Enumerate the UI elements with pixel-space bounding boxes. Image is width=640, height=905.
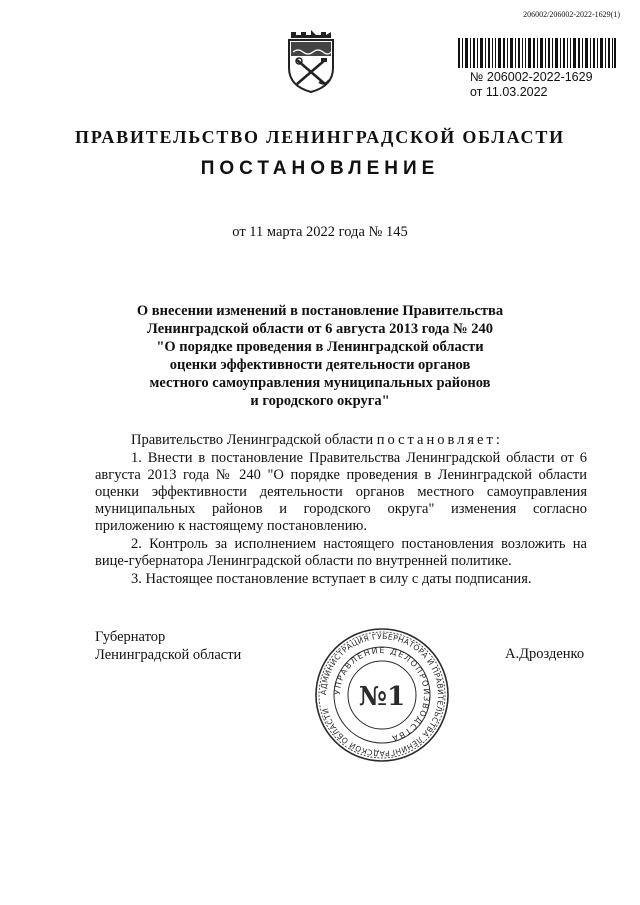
subject-line: местного самоуправления муниципальных районов — [149, 375, 491, 391]
subject-line: "О порядке проведения в Ленинградской области — [156, 339, 484, 355]
document-type-title: ПОСТАНОВЛЕНИЕ — [200, 158, 440, 179]
document-body — [95, 432, 587, 589]
subject-line: О внесении изменений в постановление Правительства — [136, 303, 504, 319]
official-seal-stamp — [312, 625, 452, 765]
signatory-role-line: Губернатор — [95, 629, 166, 645]
body-item-2: 2. Контроль за исполнением настоящего постановления возложить на вице-губернатора Ленинградской области по внутренней политике. — [95, 536, 587, 569]
subject-line: Ленинградской области от 6 августа 2013 года № 240 — [147, 321, 493, 337]
coat-of-arms-icon — [285, 28, 337, 94]
registration-number: № 206002-2022-1629 — [470, 70, 593, 84]
document-date-number: от 11 марта 2022 года № 145 — [232, 224, 408, 240]
body-item-3: 3. Настоящее постановление вступает в силу с даты подписания. — [131, 571, 532, 587]
seal-center-number: №1 — [358, 682, 406, 712]
barcode — [458, 38, 616, 68]
seal-inner-text: УПРАВЛЕНИЕ ДЕЛОПРОИЗВОДСТВА — [332, 645, 432, 744]
seal-outer-text: АДМИНИСТРАЦИЯ ГУБЕРНАТОРА И ПРАВИТЕЛЬСТВА ЛЕНИНГРАДСКОЙ ОБЛАСТИ — [318, 631, 446, 759]
government-name: ПРАВИТЕЛЬСТВО ЛЕНИНГРАДСКОЙ ОБЛАСТИ — [75, 127, 565, 147]
body-item-1: 1. Внести в постановление Правительства Ленинградской области от 6 августа 2013 года № 240 "О порядке проведения в Ленинградской области оценки эффективности деятельности органов местного самоуправления муниципальных районов и городского округа" изменения согласно приложению к настоящему постановлению. — [95, 450, 587, 534]
signatory-role — [95, 628, 241, 664]
intro-decree-word: постановляет: — [376, 432, 503, 448]
subject-line: и городского округа" — [250, 393, 390, 409]
intro-prefix: Правительство Ленинградской области — [131, 432, 374, 448]
subject-line: оценки эффективности деятельности органов — [169, 357, 471, 373]
document-id: 206002/206002-2022-1629(1) — [523, 10, 620, 19]
body-intro — [95, 432, 587, 449]
registration-date: от 11.03.2022 — [470, 85, 548, 99]
document-subject — [100, 302, 540, 410]
signatory-name: А.Дрозденко — [505, 646, 585, 662]
signatory-role-line: Ленинградской области — [95, 647, 242, 663]
